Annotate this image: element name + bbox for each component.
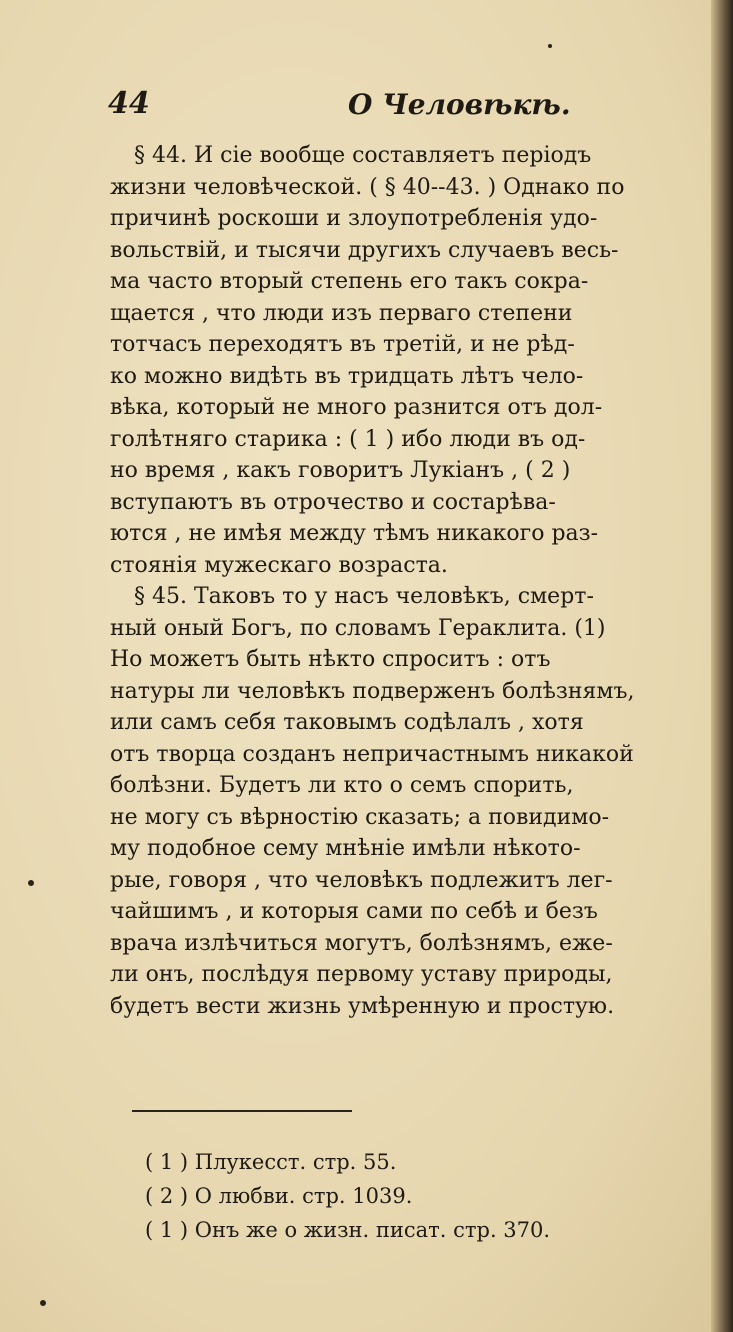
page-number: 44 xyxy=(108,86,150,121)
paragraph-45 xyxy=(110,581,720,1022)
ink-speck xyxy=(548,44,552,48)
text-line: вольствій, и тысячи другихъ случаевъ весь- xyxy=(110,237,619,263)
running-title: О Человѣкѣ. xyxy=(348,88,571,121)
text-line: не могу съ вѣрностію сказать; а повидимо- xyxy=(110,804,610,830)
text-line: ма часто вторый степень его такъ сокра- xyxy=(110,269,589,294)
footnote: ( 1 ) Плукесст. стр. 55. xyxy=(145,1150,397,1174)
text-line: болѣзни. Будетъ ли кто о семъ спорить, xyxy=(110,773,574,798)
text-line: ный оный Богъ, по словамъ Гераклита. (1) xyxy=(110,615,606,641)
text-line: Но можетъ быть нѣкто спроситъ : отъ xyxy=(110,647,551,672)
footnotes xyxy=(145,1145,685,1247)
text-line: врача излѣчиться могутъ, болѣзнямъ, еже- xyxy=(110,930,613,956)
text-line: но время , какъ говоритъ Лукіанъ , ( 2 ) xyxy=(110,458,571,483)
ink-speck xyxy=(40,1300,46,1306)
text-line: отъ творца созданъ непричастнымъ никакой xyxy=(110,741,634,767)
paragraph-44 xyxy=(110,140,720,581)
text-line: вѣка, который не много разнится отъ дол- xyxy=(110,395,603,420)
text-line: причинѣ роскоши и злоупотребленія удо- xyxy=(110,206,598,231)
text-line: будетъ вести жизнь умѣренную и простую. xyxy=(110,993,615,1019)
footnote: ( 2 ) О любви. стр. 1039. xyxy=(145,1184,413,1208)
footnote-divider xyxy=(132,1110,352,1112)
text-line: ли онъ, послѣдуя первому уставу природы, xyxy=(110,962,613,987)
text-line: щается , что люди изъ перваго степени xyxy=(110,300,573,326)
text-line: голѣтняго старика : ( 1 ) ибо люди въ од- xyxy=(110,426,586,452)
text-line: или самъ себя таковымъ содѣлалъ , хотя xyxy=(110,710,584,735)
text-line: стоянія мужескаго возраста. xyxy=(110,552,448,578)
text-line: § 45. Таковъ то у насъ человѣкъ, смерт- xyxy=(134,584,594,609)
text-line: жизни человѣческой. ( § 40--43. ) Однако по xyxy=(110,174,625,200)
text-line: чайшимъ , и которыя сами по себѣ и безъ xyxy=(110,899,598,924)
text-line: ко можно видѣть въ тридцать лѣтъ чело- xyxy=(110,363,584,389)
text-line: тотчасъ переходятъ въ третій, и не рѣд- xyxy=(110,332,575,357)
page-header xyxy=(108,86,668,136)
ink-speck xyxy=(28,880,34,886)
body-text xyxy=(110,140,720,1022)
text-line: рые, говоря , что человѣкъ подлежитъ лег- xyxy=(110,867,613,893)
text-line: натуры ли человѣкъ подверженъ болѣзнямъ, xyxy=(110,678,635,704)
text-line: му подобное сему мнѣніе имѣли нѣкото- xyxy=(110,836,581,861)
text-line: ются , не имѣя между тѣмъ никакого раз- xyxy=(110,521,599,546)
text-line: § 44. И сіе вообще составляетъ періодъ xyxy=(134,143,592,168)
text-line: вступаютъ въ отрочество и состарѣва- xyxy=(110,489,556,515)
footnote: ( 1 ) Онъ же о жизн. писат. стр. 370. xyxy=(145,1218,551,1242)
